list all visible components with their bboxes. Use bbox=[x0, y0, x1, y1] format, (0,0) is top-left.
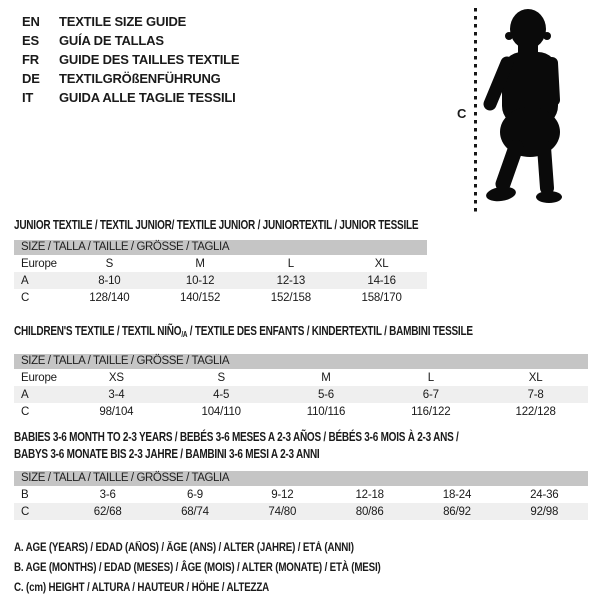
legend-line-a: A. AGE (YEARS) / EDAD (AÑOS) / ÂGE (ANS) / ALTER (JAHRE) / ETÀ (ANNI) bbox=[14, 542, 354, 554]
table-row-height bbox=[14, 503, 588, 520]
size-table-children bbox=[14, 324, 588, 420]
language-label: TEXTILGRÖßENFÜHRUNG bbox=[59, 71, 221, 86]
language-label: GUIDE DES TAILLES TEXTILE bbox=[59, 52, 240, 67]
size-cell: 3-4 bbox=[108, 388, 125, 401]
size-cell: 10-12 bbox=[185, 274, 215, 287]
title-text: CHILDREN'S TEXTILE / TEXTIL NIÑO bbox=[14, 324, 182, 338]
title-line-1: BABIES 3-6 MONTH TO 2-3 YEARS / BEBÉS 3-6 MESES A 2-3 AÑOS / BÉBÉS 3-6 MOIS À 2-3 ANS / bbox=[14, 430, 459, 444]
language-row-fr bbox=[22, 50, 239, 69]
language-code: EN bbox=[22, 14, 40, 29]
table-row-europe bbox=[14, 255, 427, 272]
size-cell: 7-8 bbox=[527, 388, 544, 401]
language-row-en bbox=[22, 12, 239, 31]
row-label: A bbox=[21, 388, 29, 401]
size-cell: 98/104 bbox=[99, 405, 134, 418]
row-label: Europe bbox=[21, 371, 57, 384]
size-header-band: SIZE / TALLA / TAILLE / GRÖSSE / TAGLIA bbox=[14, 354, 588, 369]
size-cell: S bbox=[217, 371, 225, 384]
table-title bbox=[14, 324, 473, 342]
size-cell: 3-6 bbox=[99, 488, 116, 501]
size-cell: 122/128 bbox=[515, 405, 556, 418]
size-cell: M bbox=[321, 371, 331, 384]
size-cell: 92/98 bbox=[530, 505, 559, 518]
size-cell: 152/158 bbox=[270, 291, 311, 304]
legend-line-c: C. (cm) HEIGHT / ALTURA / HAUTEUR / HÖHE / ALTEZZA bbox=[14, 582, 270, 594]
size-cell: 116/122 bbox=[411, 405, 451, 418]
size-cell: 8-10 bbox=[98, 274, 121, 287]
size-cell: 5-6 bbox=[317, 388, 334, 401]
toddler-silhouette-icon bbox=[482, 2, 594, 214]
title-text: / TEXTILE DES ENFANTS / KINDERTEXTIL / BAMBINI TESSILE bbox=[187, 324, 473, 338]
row-label: Europe bbox=[21, 257, 57, 270]
size-cell: 6-9 bbox=[186, 488, 203, 501]
language-label: TEXTILE SIZE GUIDE bbox=[59, 14, 187, 29]
size-cell: XL bbox=[374, 257, 389, 270]
language-label: GUÍA DE TALLAS bbox=[59, 33, 164, 48]
size-cell: 80/86 bbox=[355, 505, 384, 518]
table-row-age bbox=[14, 272, 427, 289]
language-code: ES bbox=[22, 33, 39, 48]
language-row-de bbox=[22, 69, 239, 88]
size-cell: 4-5 bbox=[213, 388, 230, 401]
size-header-band: SIZE / TALLA / TAILLE / GRÖSSE / TAGLIA bbox=[14, 471, 588, 486]
size-cell: 6-7 bbox=[422, 388, 439, 401]
size-cell: 74/80 bbox=[268, 505, 297, 518]
row-label: B bbox=[21, 488, 29, 501]
size-cell: 12-13 bbox=[276, 274, 306, 287]
table-row-height bbox=[14, 289, 427, 306]
height-label-c: C bbox=[457, 106, 467, 121]
size-cell: 140/152 bbox=[180, 291, 221, 304]
size-cell: S bbox=[105, 257, 114, 270]
height-measure-dashed-line bbox=[474, 8, 477, 212]
table-row-europe bbox=[14, 369, 588, 386]
size-header-band: SIZE / TALLA / TAILLE / GRÖSSE / TAGLIA bbox=[14, 240, 427, 255]
legend bbox=[14, 538, 381, 598]
size-cell: 104/110 bbox=[201, 405, 241, 418]
size-table-babies bbox=[14, 429, 588, 520]
size-cell: XL bbox=[528, 371, 543, 384]
size-cell: 12-18 bbox=[355, 488, 384, 501]
size-cell: XS bbox=[108, 371, 124, 384]
title-line-2: BABYS 3-6 MONATE BIS 2-3 JAHRE / BAMBINI 3-6 MESI A 2-3 ANNI bbox=[14, 447, 320, 461]
size-cell: 68/74 bbox=[181, 505, 209, 518]
size-cell: 128/140 bbox=[89, 291, 130, 304]
language-list bbox=[22, 12, 239, 107]
language-label: GUIDA ALLE TAGLIE TESSILI bbox=[59, 90, 236, 105]
row-label: C bbox=[21, 291, 30, 304]
legend-line-b: B. AGE (MONTHS) / EDAD (MESES) / ÂGE (MOIS) / ALTER (MONATE) / ETÀ (MESI) bbox=[14, 562, 381, 574]
size-cell: L bbox=[287, 257, 294, 270]
size-cell: 24-36 bbox=[530, 488, 559, 501]
size-cell: 18-24 bbox=[442, 488, 472, 501]
table-row-age bbox=[14, 386, 588, 403]
language-code: DE bbox=[22, 71, 40, 86]
table-row-height bbox=[14, 403, 588, 420]
size-cell: 14-16 bbox=[367, 274, 396, 287]
language-code: IT bbox=[22, 90, 34, 105]
size-cell: M bbox=[195, 257, 205, 270]
row-label: C bbox=[21, 405, 30, 418]
row-label: C bbox=[21, 505, 30, 518]
language-code: FR bbox=[22, 52, 39, 67]
size-cell: 9-12 bbox=[271, 488, 294, 501]
title-subscript: /A bbox=[181, 330, 188, 339]
size-table-junior bbox=[14, 218, 427, 306]
language-row-es bbox=[22, 31, 239, 50]
size-cell: L bbox=[427, 371, 434, 384]
size-cell: 158/170 bbox=[361, 291, 402, 304]
table-title bbox=[14, 429, 473, 463]
language-row-it bbox=[22, 88, 239, 107]
size-cell: 62/68 bbox=[93, 505, 122, 518]
row-label: A bbox=[21, 274, 29, 287]
table-title: JUNIOR TEXTILE / TEXTIL JUNIOR/ TEXTILE JUNIOR / JUNIORTEXTIL / JUNIOR TESSILE bbox=[14, 218, 419, 232]
size-cell: 110/116 bbox=[306, 405, 346, 418]
size-cell: 86/92 bbox=[443, 505, 471, 518]
table-row-age-months bbox=[14, 486, 588, 503]
